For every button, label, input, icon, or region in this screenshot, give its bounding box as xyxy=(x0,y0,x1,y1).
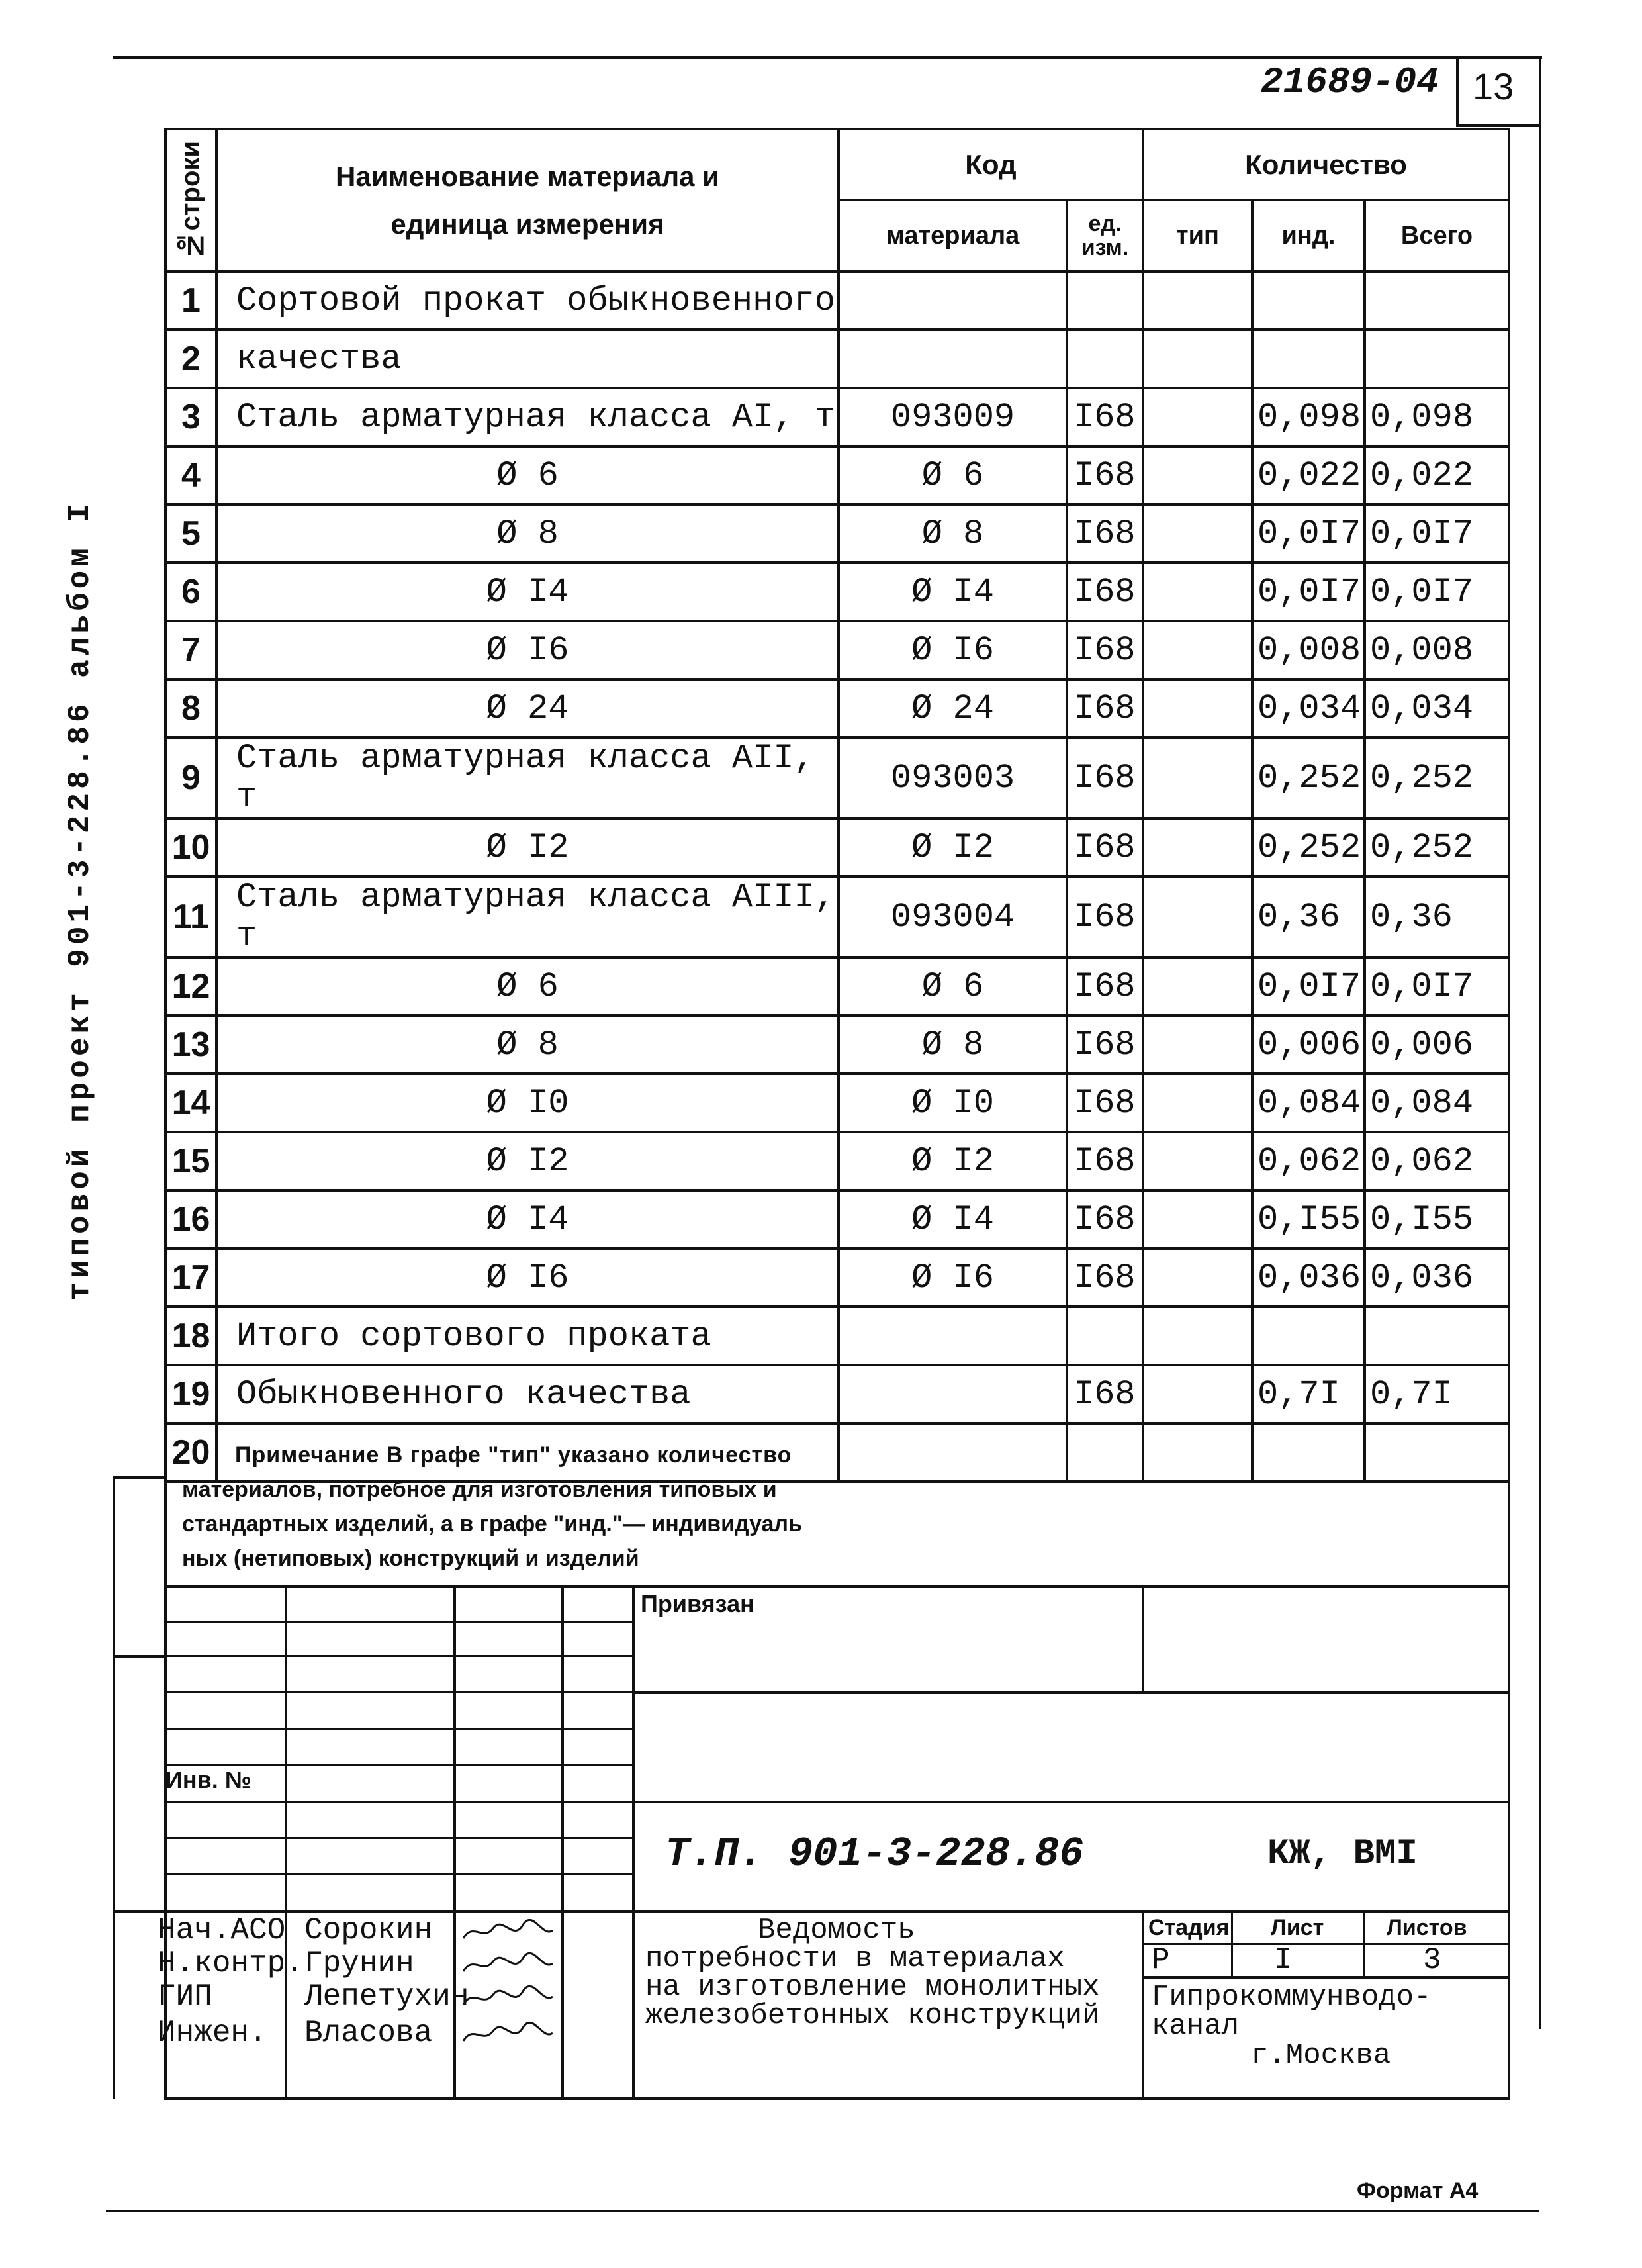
attached-label: Привязан xyxy=(641,1590,754,1617)
total-quantity: 0,252 xyxy=(1365,818,1509,876)
total-quantity: 0,084 xyxy=(1365,1074,1509,1132)
table-row xyxy=(165,563,1509,621)
material-name: Ø 6 xyxy=(216,446,839,504)
table-row xyxy=(165,621,1509,679)
document-number: 21689-04 xyxy=(1261,61,1439,103)
unit-code xyxy=(1067,271,1143,330)
total-quantity: 0,098 xyxy=(1365,388,1509,446)
type-quantity xyxy=(1143,737,1252,818)
quantity-header: Количество xyxy=(1143,129,1509,200)
unit-code: I68 xyxy=(1067,1249,1143,1307)
ind-quantity: 0,252 xyxy=(1252,818,1365,876)
ind-quantity: 0,062 xyxy=(1252,1132,1365,1190)
total-quantity xyxy=(1365,1307,1509,1365)
type-quantity xyxy=(1143,504,1252,563)
material-name: Обыкновенного качества xyxy=(216,1365,839,1423)
total-quantity: 0,036 xyxy=(1365,1249,1509,1307)
type-quantity xyxy=(1143,1132,1252,1190)
code-header: Код xyxy=(839,129,1143,200)
total-quantity: 0,0I7 xyxy=(1365,504,1509,563)
row-number: 13 xyxy=(165,1016,216,1074)
material-name: Ø I0 xyxy=(216,1074,839,1132)
total-quantity: 0,006 xyxy=(1365,1016,1509,1074)
unit-code: I68 xyxy=(1067,876,1143,957)
inventory-number-label: Инв. № xyxy=(165,1766,251,1793)
table-row xyxy=(165,504,1509,563)
row-number: 2 xyxy=(165,330,216,388)
material-code xyxy=(839,330,1067,388)
signer-name: Власова xyxy=(304,2016,433,2050)
note xyxy=(182,1438,1506,1576)
ind-quantity: 0,036 xyxy=(1252,1249,1365,1307)
signer-role: Н.контр. xyxy=(158,1946,304,1981)
type-quantity xyxy=(1143,388,1252,446)
row-number: 19 xyxy=(165,1365,216,1423)
material-code: Ø 6 xyxy=(839,957,1067,1016)
sheets-value: 3 xyxy=(1423,1943,1441,1977)
table-row xyxy=(165,1016,1509,1074)
type-quantity xyxy=(1143,957,1252,1016)
ind-header: инд. xyxy=(1252,200,1365,271)
row-number: 6 xyxy=(165,563,216,621)
org-line: г.Москва xyxy=(1251,2039,1391,2072)
unit-code: I68 xyxy=(1067,563,1143,621)
unit-code: I68 xyxy=(1067,957,1143,1016)
ind-quantity: 0,008 xyxy=(1252,621,1365,679)
material-code: Ø I2 xyxy=(839,818,1067,876)
material-name: Сортовой прокат обыкновенного xyxy=(216,271,839,330)
table-row xyxy=(165,818,1509,876)
table-row xyxy=(165,330,1509,388)
title-line: на изготовление монолитных xyxy=(645,1971,1100,2004)
material-name: Ø 6 xyxy=(216,957,839,1016)
unit-code xyxy=(1067,1307,1143,1365)
row-number: 1 xyxy=(165,271,216,330)
ind-quantity: 0,36 xyxy=(1252,876,1365,957)
material-name: Ø 8 xyxy=(216,504,839,563)
total-quantity: 0,I55 xyxy=(1365,1190,1509,1249)
signer-role: ГИП xyxy=(158,1979,212,2014)
material-code-header: материала xyxy=(839,200,1067,271)
material-code: Ø 8 xyxy=(839,504,1067,563)
type-quantity xyxy=(1143,1074,1252,1132)
signer-name: Грунин xyxy=(304,1946,414,1981)
row-number: 3 xyxy=(165,388,216,446)
type-quantity xyxy=(1143,876,1252,957)
material-name: Ø I2 xyxy=(216,1132,839,1190)
title-line: потребности в материалах xyxy=(645,1942,1065,1975)
material-name: Ø I4 xyxy=(216,563,839,621)
signer-role: Нач.АСО xyxy=(158,1913,286,1948)
row-number: 15 xyxy=(165,1132,216,1190)
material-name: Ø I2 xyxy=(216,818,839,876)
type-quantity xyxy=(1143,1016,1252,1074)
total-quantity xyxy=(1365,271,1509,330)
material-name: Ø 24 xyxy=(216,679,839,737)
note-line: Примечание В графе "тип" указано количество xyxy=(235,1442,792,1468)
title-line: Ведомость xyxy=(758,1914,915,1947)
material-code: Ø 6 xyxy=(839,446,1067,504)
material-code: Ø I2 xyxy=(839,1132,1067,1190)
type-quantity xyxy=(1143,1307,1252,1365)
unit-code: I68 xyxy=(1067,446,1143,504)
material-code xyxy=(839,271,1067,330)
table-row xyxy=(165,737,1509,818)
ind-quantity xyxy=(1252,330,1365,388)
signature-icon xyxy=(460,1985,556,2011)
type-quantity xyxy=(1143,271,1252,330)
signer-name: Лепетухин xyxy=(304,1979,469,2014)
ind-quantity: 0,0I7 xyxy=(1252,957,1365,1016)
page-number: 13 xyxy=(1473,66,1514,107)
unit-code: I68 xyxy=(1067,621,1143,679)
note-line: ных (нетиповых) конструкций и изделий xyxy=(182,1546,639,1571)
table-row xyxy=(165,1307,1509,1365)
signature-icon xyxy=(460,1918,556,1945)
table-row xyxy=(165,876,1509,957)
material-name: Ø I4 xyxy=(216,1190,839,1249)
ind-quantity: 0,084 xyxy=(1252,1074,1365,1132)
sheet-value: I xyxy=(1274,1943,1293,1977)
material-code: Ø 8 xyxy=(839,1016,1067,1074)
drawing-mark: КЖ, ВМI xyxy=(1267,1834,1418,1874)
type-quantity xyxy=(1143,679,1252,737)
unit-code: I68 xyxy=(1067,1365,1143,1423)
signer-name: Сорокин xyxy=(304,1913,433,1948)
table-row xyxy=(165,446,1509,504)
material-name: качества xyxy=(216,330,839,388)
row-number: 7 xyxy=(165,621,216,679)
row-number: 11 xyxy=(165,876,216,957)
ind-quantity: 0,0I7 xyxy=(1252,504,1365,563)
table-row xyxy=(165,1365,1509,1423)
unit-code xyxy=(1067,330,1143,388)
unit-header: ед. изм. xyxy=(1067,200,1143,271)
signature-icon xyxy=(460,2021,556,2048)
unit-code: I68 xyxy=(1067,818,1143,876)
table-row xyxy=(165,957,1509,1016)
row-number: 20 xyxy=(165,1423,216,1482)
document-title xyxy=(645,1916,1142,2030)
material-code: Ø I4 xyxy=(839,1190,1067,1249)
total-quantity: 0,0I7 xyxy=(1365,563,1509,621)
row-number: 12 xyxy=(165,957,216,1016)
unit-code: I68 xyxy=(1067,1132,1143,1190)
stage-value: Р xyxy=(1152,1943,1170,1977)
ind-quantity: 0,252 xyxy=(1252,737,1365,818)
row-number: 4 xyxy=(165,446,216,504)
type-quantity xyxy=(1143,563,1252,621)
table-row xyxy=(165,388,1509,446)
table-row xyxy=(165,679,1509,737)
material-code: 093003 xyxy=(839,737,1067,818)
note-line: стандартных изделий, а в графе "инд."— индивидуаль xyxy=(182,1511,802,1536)
material-name: Ø I6 xyxy=(216,1249,839,1307)
format-label: Формат А4 xyxy=(1357,2178,1479,2203)
material-name: Ø 8 xyxy=(216,1016,839,1074)
ind-quantity xyxy=(1252,1307,1365,1365)
material-code: 093009 xyxy=(839,388,1067,446)
material-name: Сталь арматурная класса АII, т xyxy=(216,737,839,818)
material-code: Ø I4 xyxy=(839,563,1067,621)
table-row xyxy=(165,1190,1509,1249)
ind-quantity: 0,006 xyxy=(1252,1016,1365,1074)
material-code: Ø I6 xyxy=(839,621,1067,679)
title-line: железобетонных конструкций xyxy=(645,1999,1100,2032)
total-quantity: 0,022 xyxy=(1365,446,1509,504)
type-quantity xyxy=(1143,1249,1252,1307)
stage-label: Стадия xyxy=(1148,1915,1230,1940)
sheets-label: Листов xyxy=(1387,1915,1467,1940)
type-quantity xyxy=(1143,621,1252,679)
row-number: 8 xyxy=(165,679,216,737)
row-number: 16 xyxy=(165,1190,216,1249)
total-quantity: 0,0I7 xyxy=(1365,957,1509,1016)
type-header: тип xyxy=(1143,200,1252,271)
material-code: Ø I0 xyxy=(839,1074,1067,1132)
org-line: канал xyxy=(1152,2010,1240,2043)
name-header: Наименование материала и единица измерения xyxy=(216,129,839,271)
row-number: 10 xyxy=(165,818,216,876)
material-name: Итого сортового проката xyxy=(216,1307,839,1365)
unit-code: I68 xyxy=(1067,1074,1143,1132)
row-number: 5 xyxy=(165,504,216,563)
total-header: Всего xyxy=(1365,200,1509,271)
total-quantity: 0,034 xyxy=(1365,679,1509,737)
signer-role: Инжен. xyxy=(158,2016,267,2050)
ind-quantity: 0,0I7 xyxy=(1252,563,1365,621)
ind-quantity: 0,022 xyxy=(1252,446,1365,504)
table-row xyxy=(165,1132,1509,1190)
type-quantity xyxy=(1143,818,1252,876)
total-quantity: 0,062 xyxy=(1365,1132,1509,1190)
total-quantity xyxy=(1365,330,1509,388)
org-line: Гипрокоммунводо- xyxy=(1152,1981,1432,2014)
total-quantity: 0,252 xyxy=(1365,737,1509,818)
ind-quantity: 0,034 xyxy=(1252,679,1365,737)
type-quantity xyxy=(1143,1365,1252,1423)
side-stamp-text: типовой проект 901-3-228.86 альбом I xyxy=(63,500,97,1301)
material-name: Ø I6 xyxy=(216,621,839,679)
unit-code: I68 xyxy=(1067,1190,1143,1249)
ind-quantity: 0,I55 xyxy=(1252,1190,1365,1249)
ind-quantity: 0,7I xyxy=(1252,1365,1365,1423)
ind-quantity: 0,098 xyxy=(1252,388,1365,446)
unit-code: I68 xyxy=(1067,388,1143,446)
type-quantity xyxy=(1143,446,1252,504)
total-quantity: 0,7I xyxy=(1365,1365,1509,1423)
row-number: 14 xyxy=(165,1074,216,1132)
row-number: 18 xyxy=(165,1307,216,1365)
table-row xyxy=(165,271,1509,330)
unit-code: I68 xyxy=(1067,737,1143,818)
sheet-label: Лист xyxy=(1271,1915,1324,1940)
row-number: 17 xyxy=(165,1249,216,1307)
unit-code: I68 xyxy=(1067,679,1143,737)
row-number: 9 xyxy=(165,737,216,818)
material-code: 093004 xyxy=(839,876,1067,957)
material-code xyxy=(839,1365,1067,1423)
material-code xyxy=(839,1307,1067,1365)
row-number-header: №строки xyxy=(165,129,216,271)
material-name: Сталь арматурная класса АI, т xyxy=(216,388,839,446)
material-code: Ø I6 xyxy=(839,1249,1067,1307)
total-quantity: 0,36 xyxy=(1365,876,1509,957)
unit-code: I68 xyxy=(1067,1016,1143,1074)
table-row xyxy=(165,1074,1509,1132)
material-code: Ø 24 xyxy=(839,679,1067,737)
type-quantity xyxy=(1143,1190,1252,1249)
table-row xyxy=(165,1249,1509,1307)
total-quantity: 0,008 xyxy=(1365,621,1509,679)
type-quantity xyxy=(1143,330,1252,388)
materials-table xyxy=(164,128,1510,1483)
note-line: материалов, потребное для изготовления типовых и xyxy=(182,1477,777,1502)
signature-icon xyxy=(460,1952,556,1978)
material-name: Сталь арматурная класса АIII, т xyxy=(216,876,839,957)
unit-code: I68 xyxy=(1067,504,1143,563)
organization xyxy=(1152,1983,1431,2070)
project-code: Т.П. 901-3-228.86 xyxy=(665,1830,1084,1877)
ind-quantity xyxy=(1252,271,1365,330)
